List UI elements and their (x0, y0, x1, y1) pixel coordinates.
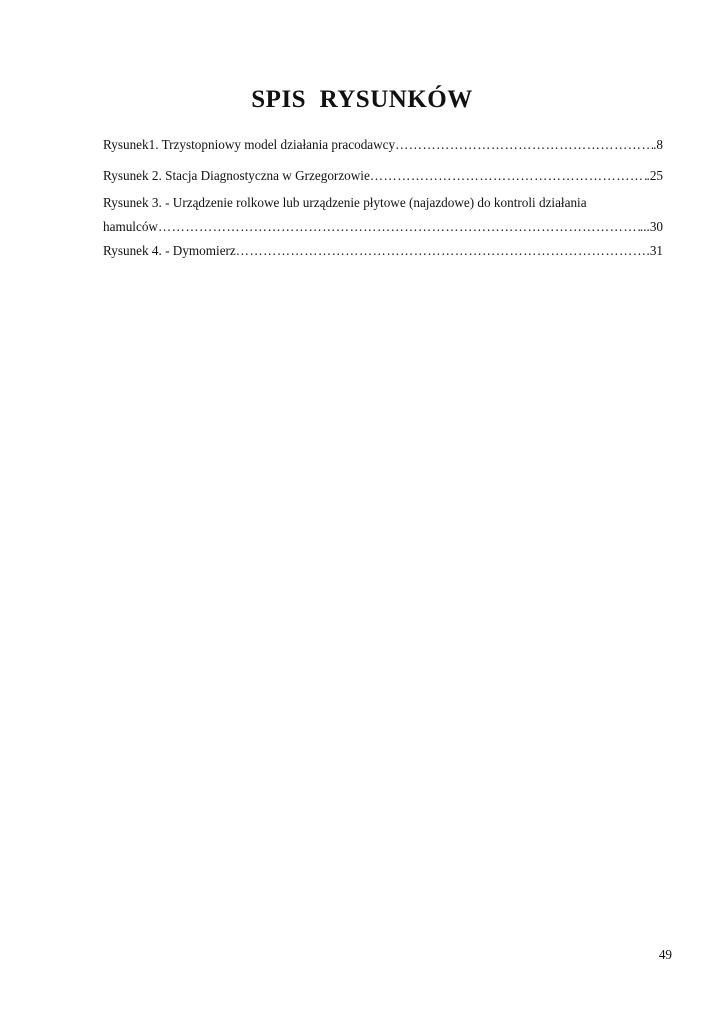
toc-entry-label: Rysunek 2. Stacja Diagnostyczna w Grzegorzowie (103, 168, 370, 183)
toc-entry-rysunek-3-continued[interactable] (103, 219, 663, 235)
dot-leader (236, 243, 647, 259)
toc-entry-rysunek-1[interactable] (103, 137, 663, 153)
toc-entry-rysunek-2[interactable] (103, 168, 663, 184)
toc-entry-page: .25 (646, 168, 663, 183)
dot-leader (158, 219, 640, 235)
toc-entry-label: Rysunek 3. - Urządzenie rolkowe lub urządzenie płytowe (najazdowe) do kontroli działania (103, 195, 587, 210)
toc-entry-page: .8 (653, 137, 663, 152)
page-title: SPIS RYSUNKÓW (251, 86, 473, 113)
toc-entry-label: Rysunek 4. - Dymomierz (103, 243, 236, 258)
toc-entry-label: Rysunek1. Trzystopniowy model działania pracodawcy (103, 137, 396, 152)
toc-entry-page: ...30 (639, 219, 663, 234)
toc-entry-rysunek-4[interactable] (103, 243, 663, 259)
toc-entry-label: hamulców (103, 219, 158, 234)
toc-entry-rysunek-3[interactable] (103, 195, 663, 211)
dot-leader (395, 137, 653, 153)
dot-leader (370, 168, 647, 184)
page-number: 49 (658, 947, 672, 962)
toc-entry-page: .31 (646, 243, 663, 258)
